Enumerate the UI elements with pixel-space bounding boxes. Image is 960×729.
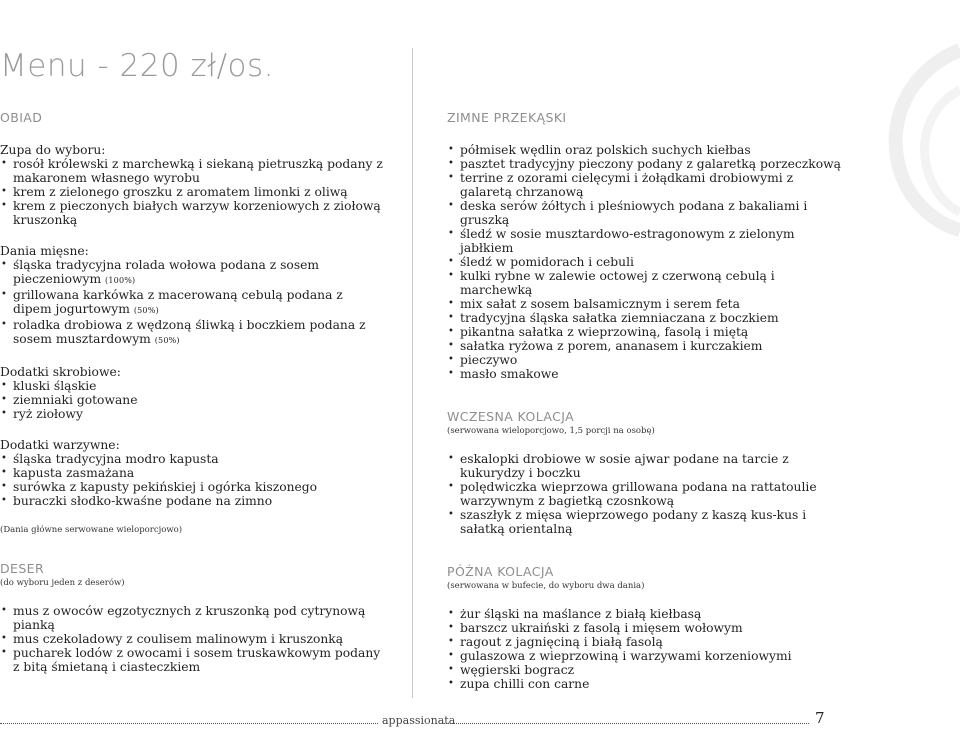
list-item: • śląska tradycyjna modro kapusta [0, 452, 385, 466]
list-item: • rosół królewski z marchewką i siekaną pietruszką podany z makaronem własnego wyrobu [0, 157, 385, 185]
list-item: • pikantna sałatka z wieprzowiną, fasolą i miętą [447, 325, 847, 339]
column-divider [412, 48, 413, 698]
list-item [0, 318, 385, 348]
list-item: • deska serów żółtych i pleśniowych podana z bakaliami i gruszką [447, 199, 847, 227]
soup-group [0, 143, 385, 227]
list-item: • mus czekoladowy z coulisem malinowym i kruszonką [0, 632, 385, 646]
footer-dotted-rule-left [0, 723, 378, 724]
list-item: • śledź w sosie musztardowo-estragonowym z zielonym jabłkiem [447, 227, 847, 255]
list-item: • pasztet tradycyjny pieczony podany z galaretką porzeczkową [447, 157, 847, 171]
page-title: Menu - 220 zł/os. [0, 48, 275, 84]
soup-list [0, 157, 385, 227]
list-item: • węgierski bogracz [447, 663, 847, 677]
list-item: • pieczywo [447, 353, 847, 367]
list-item: • mix sałat z sosem balsamicznym i serem feta [447, 297, 847, 311]
list-item: • śledź w pomidorach i cebuli [447, 255, 847, 269]
portion-label: (50%) [133, 306, 159, 315]
page-footer [0, 709, 826, 727]
page-number: 7 [815, 709, 825, 727]
list-item: • terrine z ozorami cielęcymi i żołądkami drobiowymi z galaretą chrzanową [447, 171, 847, 199]
right-column [447, 110, 847, 691]
list-item: • kapusta zasmażana [0, 466, 385, 480]
list-item: • półmisek wędlin oraz polskich suchych kiełbas [447, 143, 847, 157]
footer-dotted-rule-right [444, 723, 809, 724]
section-heading-pozna: PÓŹNA KOLACJA [447, 564, 554, 579]
list-item: • kulki rybne w zalewie octowej z czerwoną cebulą i marchewką [447, 269, 847, 297]
list-item: • krem z zielonego groszku z aromatem limonki z oliwą [0, 185, 385, 199]
section-heading-zimne: ZIMNE PRZEKĄSKI [447, 110, 567, 125]
portion-label: (100%) [105, 276, 136, 285]
group-title-starch: Dodatki skrobiowe: [0, 365, 121, 379]
list-item: • ragout z jagnięciną i białą fasolą [447, 635, 847, 649]
group-title-soup: Zupa do wyboru: [0, 143, 106, 157]
meat-group [0, 244, 385, 348]
list-item: • gulaszowa z wieprzowiną i warzywami korzeniowymi [447, 649, 847, 663]
deser-list [0, 604, 385, 674]
list-item: • żur śląski na maślance z białą kiełbasą [447, 607, 847, 621]
list-item: • krem z pieczonych białych warzyw korzeniowych z ziołową kruszonką [0, 199, 385, 227]
list-item: • ryż ziołowy [0, 407, 385, 421]
left-column [0, 110, 385, 674]
meat-list [0, 258, 385, 348]
wczesna-note: (serwowana wieloporcjowo, 1,5 porcji na osobę) [447, 426, 655, 436]
dish-text: roladka drobiowa z wędzoną śliwką i boczkiem podana z sosem musztardowym [13, 318, 366, 346]
list-item: • barszcz ukraiński z fasolą i mięsem wołowym [447, 621, 847, 635]
portion-label: (50%) [154, 336, 180, 345]
list-item: • buraczki słodko-kwaśne podane na zimno [0, 494, 385, 508]
starch-list [0, 379, 385, 421]
list-item: • masło smakowe [447, 367, 847, 381]
list-item: • szaszłyk z mięsa wieprzowego podany z kaszą kus-kus i sałatką orientalną [447, 508, 847, 536]
list-item: • surówka z kapusty pekińskiej i ogórka kiszonego [0, 480, 385, 494]
list-item: • mus z owoców egzotycznych z kruszonką pod cytrynową pianką [0, 604, 385, 632]
list-item: • kluski śląskie [0, 379, 385, 393]
list-item: • zupa chilli con carne [447, 677, 847, 691]
group-title-meat: Dania mięsne: [0, 244, 89, 258]
zimne-list [447, 143, 847, 381]
list-item: • ziemniaki gotowane [0, 393, 385, 407]
list-item: • pucharek lodów z owocami i sosem truskawkowym podany z bitą śmietaną i ciasteczkiem [0, 646, 385, 674]
list-item: • tradycyjna śląska sałatka ziemniaczana z boczkiem [447, 311, 847, 325]
section-heading-obiad: OBIAD [0, 110, 43, 125]
section-heading-deser: DESER [0, 561, 45, 576]
starch-group [0, 365, 385, 421]
group-title-veg: Dodatki warzywne: [0, 438, 120, 452]
section-heading-wczesna: WCZESNA KOLACJA [447, 409, 575, 424]
list-item: • polędwiczka wieprzowa grillowana podana na rattatoulie warzywnym z bagietką czosnkową [447, 480, 847, 508]
wczesna-list [447, 452, 847, 536]
footer-brand: appassionata [382, 714, 456, 727]
veg-list [0, 452, 385, 508]
list-item [0, 258, 385, 288]
list-item [0, 288, 385, 318]
pozna-note: (serwowana w bufecie, do wyboru dwa dania) [447, 581, 645, 591]
deser-note: (do wyboru jeden z deserów) [0, 578, 125, 588]
pozna-list [447, 607, 847, 691]
dish-text: grillowana karkówka z macerowaną cebulą podana z dipem jogurtowym [13, 288, 343, 316]
list-item: • eskalopki drobiowe w sosie ajwar podane na tarcie z kukurydzy i boczku [447, 452, 847, 480]
list-item: • sałatka ryżowa z porem, ananasem i kurczakiem [447, 339, 847, 353]
dish-text: śląska tradycyjna rolada wołowa podana z sosem pieczeniowym [13, 258, 320, 286]
obiad-note: (Dania główne serwowane wieloporcjowo) [0, 525, 183, 535]
veg-group [0, 438, 385, 508]
